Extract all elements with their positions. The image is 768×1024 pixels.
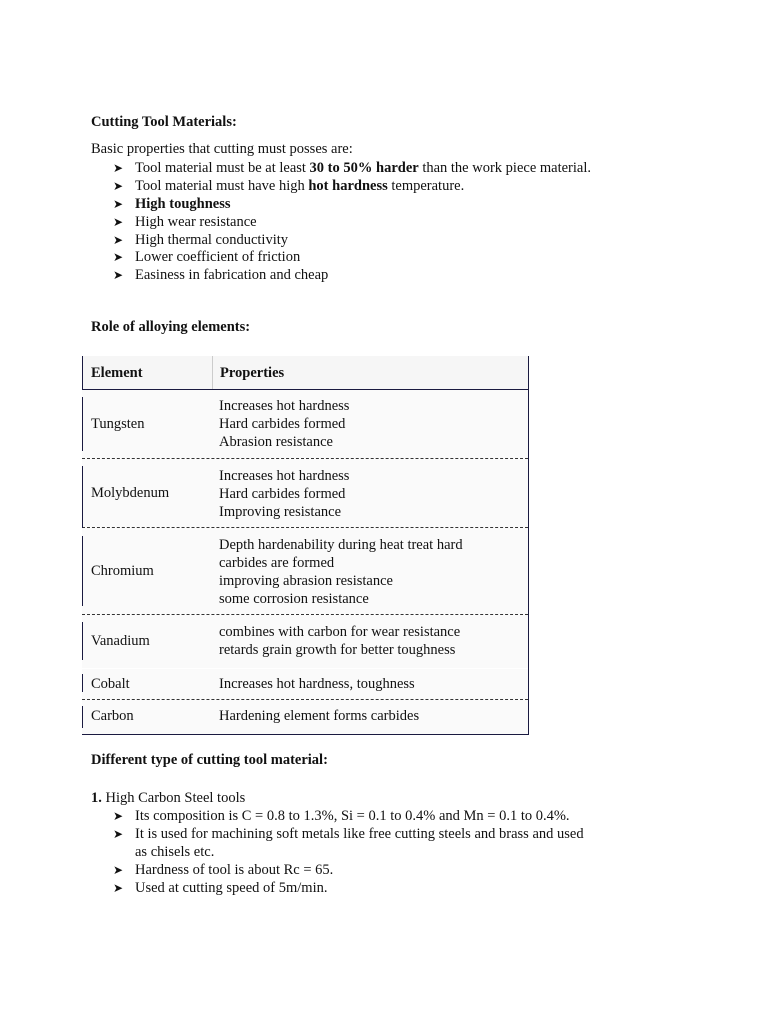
bullet-arrow-icon: ➤ <box>113 809 124 823</box>
element-name: Chromium <box>91 563 154 579</box>
list-item: Hardness of tool is about Rc = 65. <box>135 862 334 878</box>
table-rule <box>82 699 528 700</box>
property-line: Hard carbides formed <box>219 416 346 432</box>
table-rule <box>82 674 83 692</box>
property-line: some corrosion resistance <box>219 591 369 607</box>
property-line: Increases hot hardness <box>219 398 350 414</box>
property-line: Depth hardenability during heat treat hard <box>219 537 463 553</box>
table-row <box>82 528 528 614</box>
property-line: improving abrasion resistance <box>219 573 393 589</box>
property-line: Hard carbides formed <box>219 486 346 502</box>
table-rule <box>82 614 528 615</box>
property-line: Improving resistance <box>219 504 342 520</box>
list-item: Lower coefficient of friction <box>135 249 301 265</box>
property-line: retards grain growth for better toughness <box>219 642 456 658</box>
bullet-arrow-icon: ➤ <box>113 268 124 282</box>
alloying-elements-table <box>82 356 528 735</box>
header-properties: Properties <box>220 365 285 381</box>
table-rule <box>82 466 83 528</box>
property-line: combines with carbon for wear resistance <box>219 624 461 640</box>
intro-text: Basic properties that cutting must posses are: <box>91 141 353 157</box>
table-rule <box>82 458 528 459</box>
list-item: It is used for machining soft metals like free cutting steels and brass and used <box>135 826 584 842</box>
table-rule <box>82 622 83 660</box>
element-name: Tungsten <box>91 416 145 432</box>
list-item: Easiness in fabrication and cheap <box>135 267 329 283</box>
bullet-arrow-icon: ➤ <box>113 161 124 175</box>
table-rule <box>82 527 528 528</box>
property-line: Increases hot hardness, toughness <box>219 676 415 692</box>
table-rule <box>82 356 83 389</box>
table-rule <box>528 356 529 735</box>
list-item: Used at cutting speed of 5m/min. <box>135 880 328 896</box>
property-line: Increases hot hardness <box>219 468 350 484</box>
table-rule <box>82 397 83 451</box>
table-rule <box>212 356 213 389</box>
tool-type-heading: 1. High Carbon Steel tools <box>91 790 246 806</box>
section-title-cutting-tool-types: Different type of cutting tool material: <box>91 752 328 768</box>
bullet-arrow-icon: ➤ <box>113 233 124 247</box>
table-rule <box>82 706 83 728</box>
list-item-continuation: as chisels etc. <box>135 844 215 860</box>
property-line: Abrasion resistance <box>219 434 333 450</box>
table-rule <box>82 734 528 735</box>
table-header-row <box>82 356 528 389</box>
element-name: Molybdenum <box>91 485 170 501</box>
section-title-cutting-tool-materials: Cutting Tool Materials: <box>91 114 237 130</box>
list-item: Its composition is C = 0.8 to 1.3%, Si = 0.1 to 0.4% and Mn = 0.1 to 0.4%. <box>135 808 570 824</box>
element-name: Carbon <box>91 708 134 724</box>
property-line: carbides are formed <box>219 555 335 571</box>
bullet-arrow-icon: ➤ <box>113 250 124 264</box>
element-name: Vanadium <box>91 633 150 649</box>
table-row <box>82 390 528 458</box>
table-row <box>82 669 528 699</box>
bullet-arrow-icon: ➤ <box>113 881 124 895</box>
table-row <box>82 459 528 527</box>
table-row <box>82 615 528 668</box>
section-title-alloying-elements: Role of alloying elements: <box>91 319 251 335</box>
bullet-arrow-icon: ➤ <box>113 827 124 841</box>
property-line: Hardening element forms carbides <box>219 708 420 724</box>
bullet-arrow-icon: ➤ <box>113 197 124 211</box>
list-item: Tool material must have high hot hardness temperature. <box>135 178 465 194</box>
bullet-arrow-icon: ➤ <box>113 863 124 877</box>
table-rule <box>82 536 83 606</box>
list-item: High toughness <box>135 196 231 212</box>
list-item: High wear resistance <box>135 214 257 230</box>
table-row <box>82 700 528 734</box>
bullet-arrow-icon: ➤ <box>113 215 124 229</box>
element-name: Cobalt <box>91 676 130 692</box>
list-item: Tool material must be at least 30 to 50% harder than the work piece material. <box>135 160 592 176</box>
bullet-arrow-icon: ➤ <box>113 179 124 193</box>
table-rule <box>82 389 528 390</box>
list-item: High thermal conductivity <box>135 232 289 248</box>
header-element: Element <box>91 365 143 381</box>
